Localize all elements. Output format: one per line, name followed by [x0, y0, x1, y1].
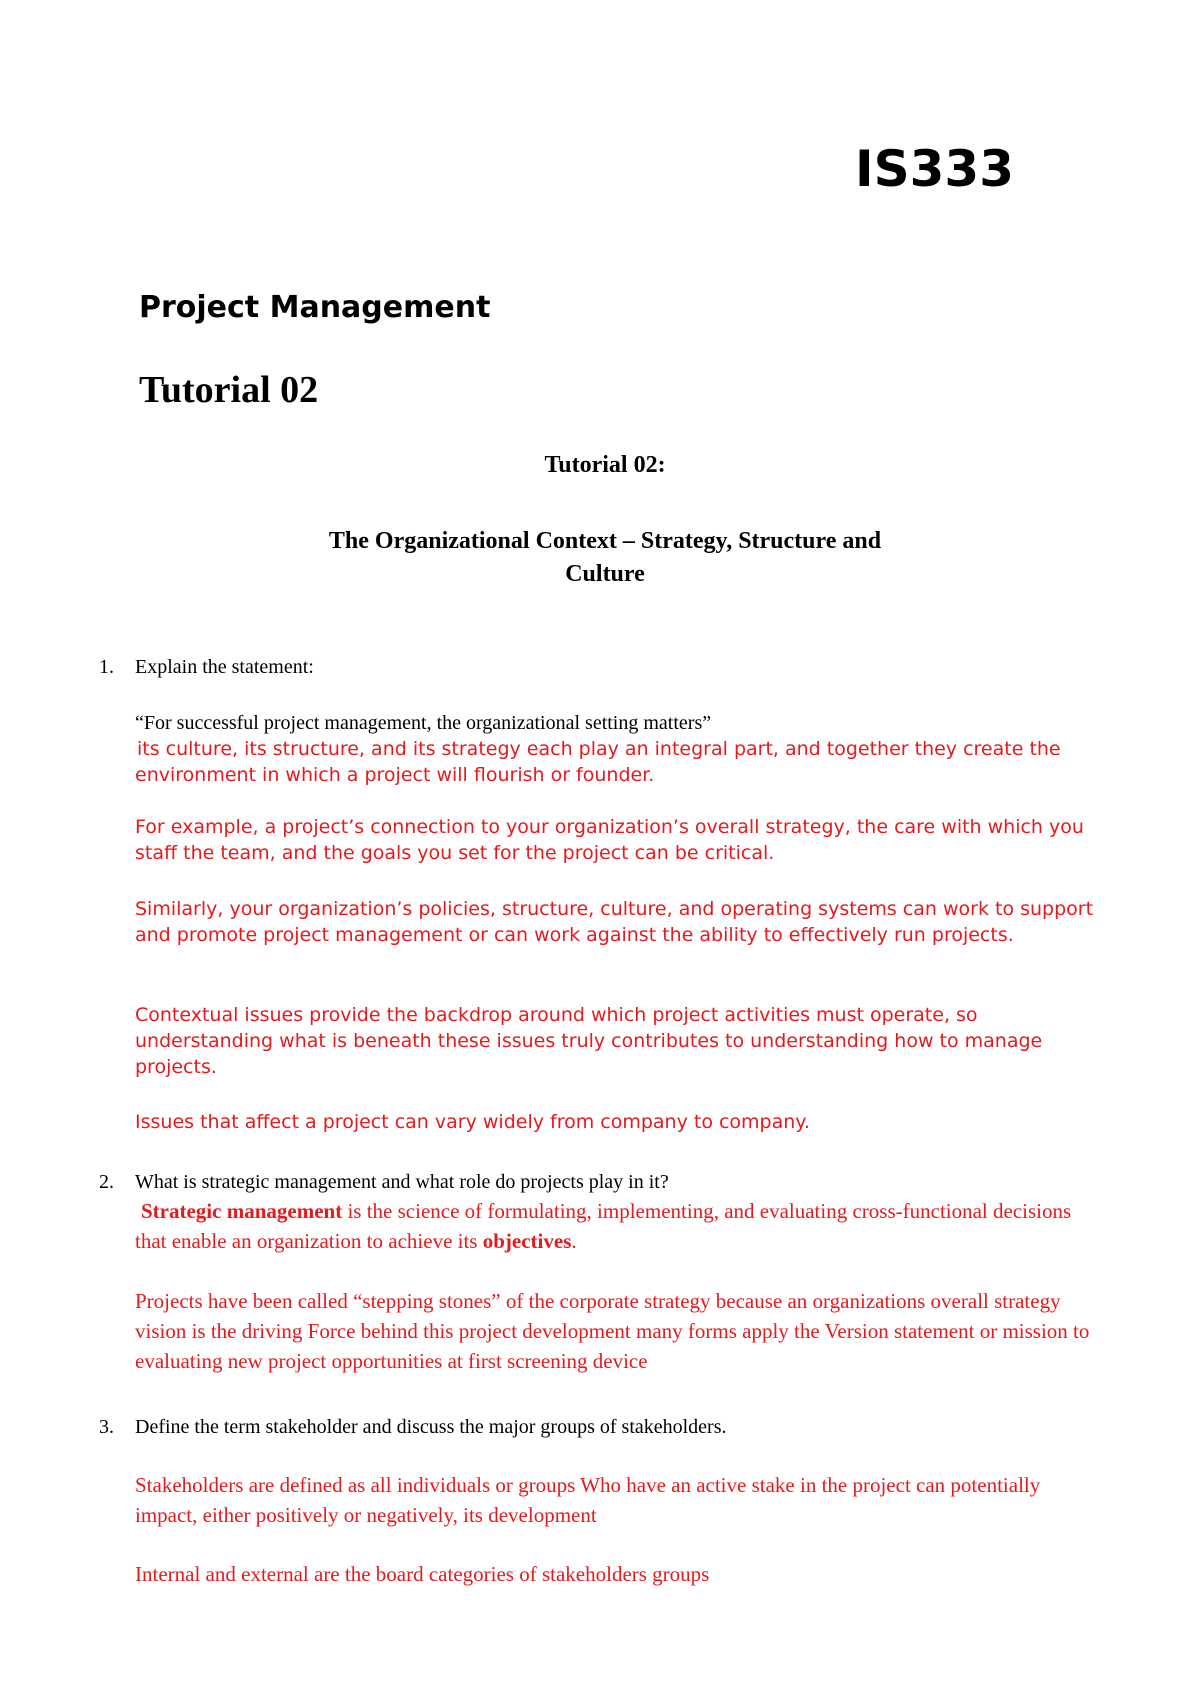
- answer-3-paragraph-1: Stakeholders are defined as all individuals or groups Who have an active stake in the project can potentially impact, either positively or negatively, its development: [135, 1473, 1041, 1527]
- question-2-prompt: What is strategic management and what role do projects play in it?: [135, 1171, 669, 1193]
- document-title-line2: Culture: [565, 561, 645, 587]
- answer-1-paragraph-4: Contextual issues provide the backdrop around which project activities must operate, so understanding what is beneath these issues truly contributes to understanding how to manage projects.: [135, 1004, 1043, 1078]
- answer-3-paragraph-2: Internal and external are the board categories of stakeholders groups: [135, 1562, 710, 1586]
- answer-2-end: .: [571, 1229, 577, 1253]
- document-title: [139, 525, 1071, 591]
- course-code: IS333: [855, 140, 1014, 198]
- subject-title: Project Management: [139, 290, 491, 325]
- strategic-management-term: Strategic management: [141, 1199, 343, 1223]
- answer-1-paragraph-5: Issues that affect a project can vary widely from company to company.: [135, 1111, 810, 1133]
- answer-1-paragraph-1: its culture, its structure, and its strategy each play an integral part, and together they create the environment in which a project will flourish or founder.: [135, 738, 1061, 786]
- answer-1-paragraph-2: For example, a project’s connection to your organization’s overall strategy, the care with which you staff the team, and the goals you set for the project can be critical.: [135, 816, 1084, 864]
- answer-2-definition: is the science of formulating, implementing, and evaluating cross-functional decisions that enable an organization to achieve its: [135, 1199, 1072, 1253]
- question-3-prompt: Define the term stakeholder and discuss the major groups of stakeholders.: [135, 1416, 727, 1438]
- question-1-prompt: Explain the statement:: [135, 656, 314, 678]
- question-1-quote: “For successful project management, the organizational setting matters”: [135, 712, 712, 734]
- question-2-number: 2.: [99, 1171, 114, 1193]
- tutorial-label: Tutorial 02:: [544, 452, 666, 478]
- document-title-line1: The Organizational Context – Strategy, Structure and: [328, 528, 882, 554]
- answer-1-paragraph-3: Similarly, your organization’s policies, structure, culture, and operating systems can work to support and promote project management or can work against the ability to effectively run projects.: [135, 898, 1094, 946]
- objectives-term: objectives: [482, 1229, 572, 1253]
- question-3-number: 3.: [99, 1416, 114, 1438]
- answer-2-paragraph-1: [135, 1196, 1095, 1256]
- question-1-number: 1.: [99, 656, 114, 678]
- answer-2-paragraph-2: Projects have been called “stepping stones” of the corporate strategy because an organizations overall strategy vision is the driving Force behind this project development many forms apply the Version statement or mission to evaluating new project opportunities at first screening device: [135, 1289, 1090, 1373]
- tutorial-heading: Tutorial 02: [139, 369, 319, 411]
